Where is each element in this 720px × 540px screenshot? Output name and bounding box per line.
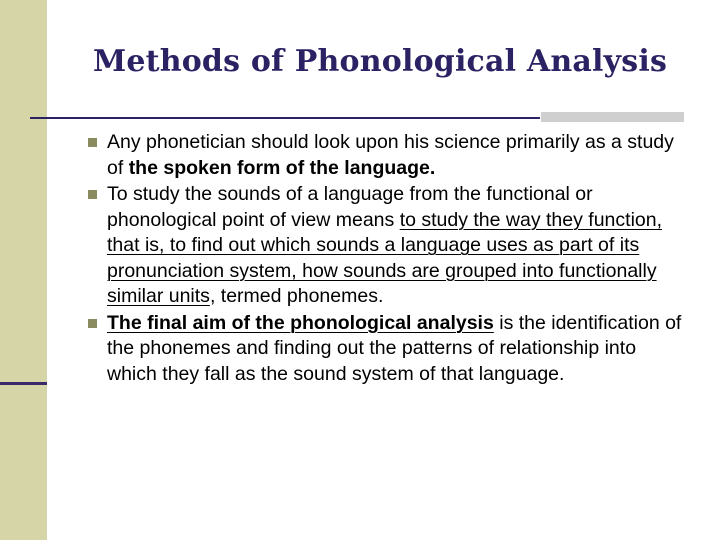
square-bullet-icon: [88, 138, 97, 147]
slide-title: Methods of Phonological Analysis: [92, 44, 668, 79]
square-bullet-icon: [88, 190, 97, 199]
left-decorative-band: [0, 0, 47, 540]
title-underline-rule: [30, 117, 540, 119]
bullet-item-2: [88, 182, 688, 310]
bullet-run-bold: the spoken form of the language.: [128, 156, 436, 179]
bullet-text: [107, 131, 674, 179]
bullet-item-1: [88, 130, 688, 181]
left-band-divider: [0, 382, 47, 385]
bullet-run: To study the sounds of a language from the functional or phonological point of view means: [107, 183, 593, 231]
bullet-run: , termed phonemes.: [209, 285, 384, 307]
bullet-run: Any phonetician should look upon his science primarily as a study of: [107, 131, 674, 179]
bullet-text: [107, 183, 662, 307]
bullet-text: [107, 312, 681, 385]
bullet-run-underlined: to study the way they function, that is, to find out which sounds a language uses as part of its pronunciation system, how sounds are grouped into functionally similar units: [107, 208, 663, 307]
title-rule-accent: [541, 112, 684, 122]
bullet-run: is the identification of the phonemes and finding out the patterns of relationship into which they fall as the sound system of that language.: [107, 311, 682, 385]
bullet-list: [88, 130, 688, 388]
square-bullet-icon: [88, 319, 97, 328]
bullet-item-3: [88, 311, 688, 388]
bullet-run-bold-underlined: The final aim of the phonological analysis: [107, 311, 494, 334]
